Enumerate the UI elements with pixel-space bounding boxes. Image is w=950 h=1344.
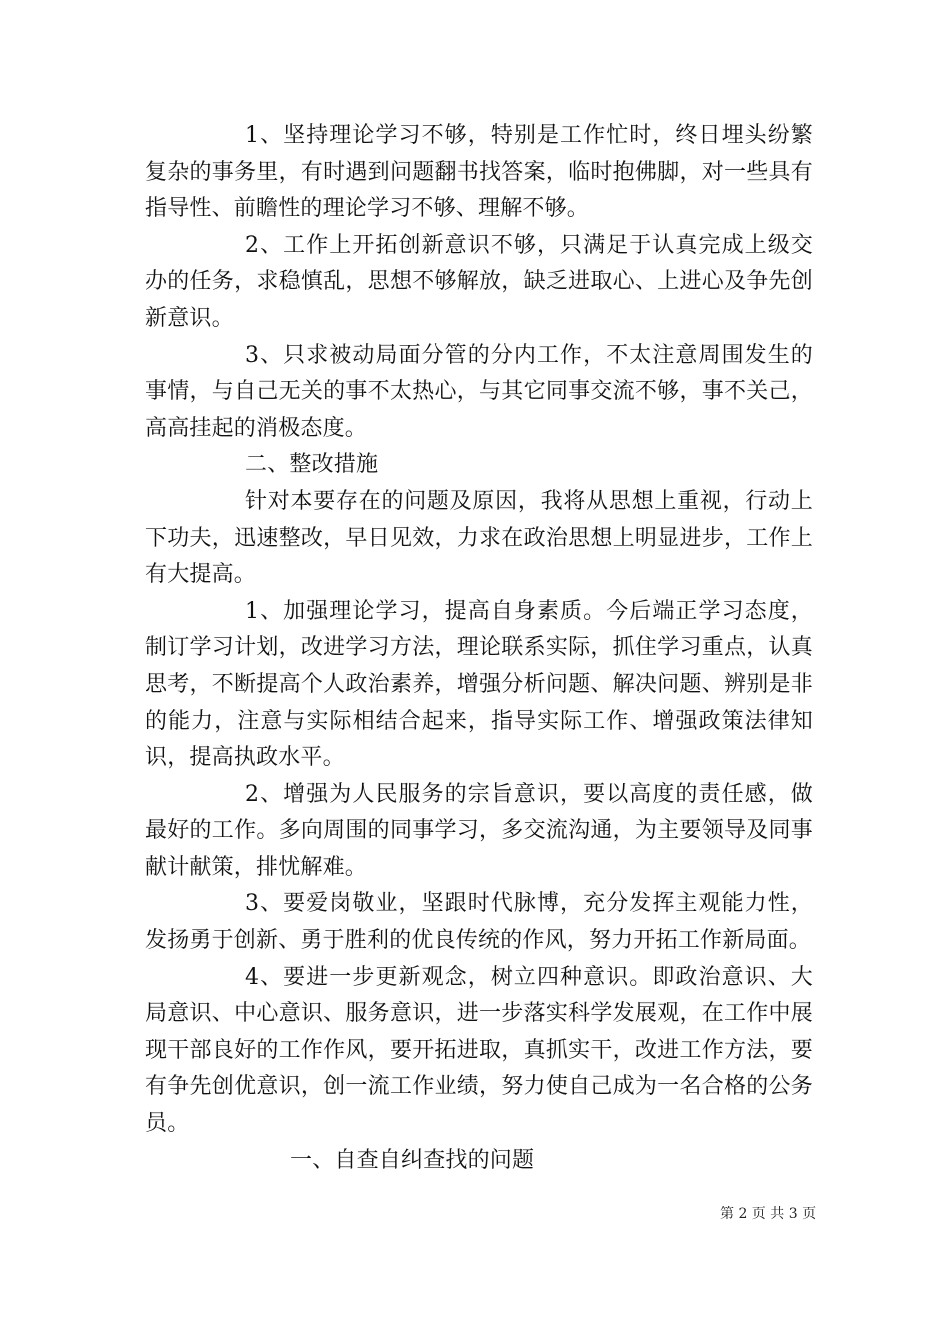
paragraph-measure-1: 1、加强理论学习，提高自身素质。今后端正学习态度，制订学习计划，改进学习方法，理论联系实际，抓住学习重点，认真思考，不断提高个人政治素养，增强分析问题、解决问题、辨别是非的能力，注意与实际相结合起来，指导实际工作、增强政策法律知识，提高执政水平。 [145,598,813,771]
section-heading-self-check: 一、自查自纠查找的问题 [290,1147,535,1173]
paragraph-point-3: 3、只求被动局面分管的分内工作，不太注意周围发生的事情，与自己无关的事不太热心，与其它同事交流不够，事不关己，高高挂起的消极态度。 [145,342,813,441]
paragraph-point-2: 2、工作上开拓创新意识不够，只满足于认真完成上级交办的任务，求稳慎乱，思想不够解放，缺乏进取心、上进心及争先创新意识。 [145,232,813,331]
document-body [145,118,813,1179]
paragraph-measure-4: 4、要进一步更新观念，树立四种意识。即政治意识、大局意识、中心意识、服务意识，进一步落实科学发展观，在工作中展现干部良好的工作作风，要开拓进取，真抓实干，改进工作方法，要有争先创优意识，创一流工作业绩，努力使自己成为一名合格的公务员。 [145,964,813,1137]
paragraph-intro: 针对本要存在的问题及原因，我将从思想上重视，行动上下功夫，迅速整改，早日见效，力求在政治思想上明显进步，工作上有大提高。 [145,488,813,588]
paragraph-measure-2: 2、增强为人民服务的宗旨意识，要以高度的责任感，做最好的工作。多向周围的同事学习，多交流沟通，为主要领导及同事献计献策，排忧解难。 [145,781,813,880]
paragraph-measure-3: 3、要爱岗敬业，坚跟时代脉博，充分发挥主观能力性，发扬勇于创新、勇于胜利的优良传统的作风，努力开拓工作新局面。 [145,891,813,954]
paragraph-point-1: 1、坚持理论学习不够，特别是工作忙时，终日埋头纷繁复杂的事务里，有时遇到问题翻书找答案，临时抱佛脚，对一些具有指导性、前瞻性的理论学习不够、理解不够。 [145,123,813,222]
section-heading-rectification: 二、整改措施 [245,452,379,478]
page-number: 第 2 页 共 3 页 [720,1206,817,1222]
